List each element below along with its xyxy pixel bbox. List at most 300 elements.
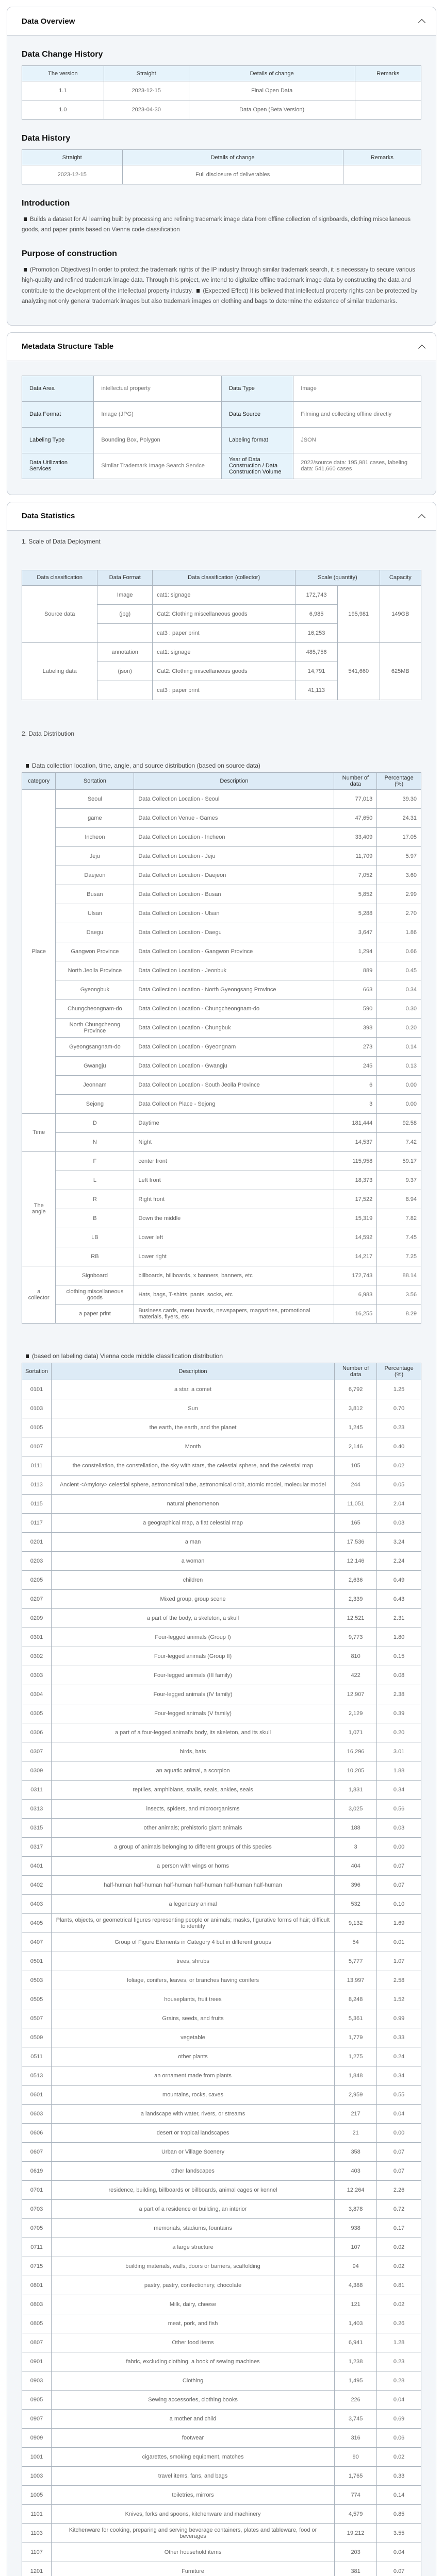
table-cell: 1.88 <box>377 1761 421 1780</box>
table-cell: 14,592 <box>334 1228 377 1247</box>
table-cell: 0103 <box>22 1399 52 1418</box>
table-cell: 7.82 <box>377 1209 421 1228</box>
table-row <box>22 1094 421 1113</box>
table-cell: 10,205 <box>335 1761 377 1780</box>
table-cell: 0513 <box>22 2066 52 2085</box>
table-cell: 0715 <box>22 2257 52 2276</box>
table-row <box>22 1190 421 1209</box>
category: a collector <box>22 1266 56 1323</box>
table-cell <box>343 165 421 184</box>
table-cell: 88.14 <box>377 1266 421 1285</box>
table-cell: 2023-04-30 <box>104 100 189 120</box>
table-cell: 3,878 <box>335 2199 377 2218</box>
table-cell: 0.55 <box>377 2085 421 2104</box>
data-format: Image <box>97 585 153 604</box>
table-cell: 2,146 <box>335 1437 377 1456</box>
data-overview-header[interactable] <box>7 7 436 36</box>
table-cell: 0.00 <box>377 2123 421 2142</box>
table-cell: 3,025 <box>335 1799 377 1818</box>
column-header: category <box>22 772 56 789</box>
table-cell: L <box>56 1171 134 1190</box>
table-cell: 0.34 <box>377 2066 421 2085</box>
table-cell: 1,765 <box>335 2466 377 2485</box>
table-cell: cigarettes, smoking equipment, matches <box>52 2447 335 2466</box>
table-row <box>22 100 421 120</box>
table-row <box>22 2238 421 2257</box>
table-cell: 1.1 <box>22 81 104 100</box>
table-row <box>22 1132 421 1151</box>
table-cell: clothing miscellaneous goods <box>56 1285 134 1304</box>
table-cell: 12,264 <box>335 2180 377 2199</box>
table-cell: 1.86 <box>377 923 421 942</box>
table-cell: 0705 <box>22 2218 52 2238</box>
table-cell: 0.07 <box>377 2142 421 2161</box>
introduction-text: Builds a dataset for AI learning built by processing and refining trademark image data from offline collection of signboards, clothing miscellaneous goods, and paper prints based on Vienna code classification <box>22 216 411 233</box>
table-cell: 938 <box>335 2218 377 2238</box>
table-cell: 4,579 <box>335 2504 377 2523</box>
table-cell: 1,403 <box>335 2314 377 2333</box>
table-cell: 0601 <box>22 2085 52 2104</box>
table-cell: B <box>56 1209 134 1228</box>
metadata-value: JSON <box>293 427 421 453</box>
table-cell: Busan <box>56 885 134 904</box>
table-row <box>22 1837 421 1856</box>
table-cell: 3.55 <box>377 2523 421 2543</box>
table-cell: 889 <box>334 961 377 980</box>
quantity: 6,985 <box>296 604 338 623</box>
table-cell: 1003 <box>22 2466 52 2485</box>
change-history-table <box>22 65 421 120</box>
table-cell: Lower right <box>134 1247 334 1266</box>
data-format <box>97 681 153 700</box>
table-row <box>22 2180 421 2199</box>
table-cell: Grains, seeds, and fruits <box>52 2009 335 2028</box>
table-cell: 0.23 <box>377 2352 421 2371</box>
metadata-panel <box>7 332 436 495</box>
table-cell: 3.01 <box>377 1742 421 1761</box>
table-row <box>22 1704 421 1723</box>
table-cell: 2.24 <box>377 1551 421 1570</box>
table-cell: F <box>56 1151 134 1171</box>
table-cell: 532 <box>335 1894 377 1913</box>
table-cell: 0509 <box>22 2028 52 2047</box>
table-row <box>22 808 421 827</box>
table-cell: 0.40 <box>377 1437 421 1456</box>
table-cell: 810 <box>335 1647 377 1666</box>
table-cell: Sewing accessories, clothing books <box>52 2390 335 2409</box>
table-cell: 0.26 <box>377 2314 421 2333</box>
table-cell: 0.14 <box>377 1037 421 1056</box>
table-cell: Data Collection Place - Sejong <box>134 1094 334 1113</box>
table-cell: 0.05 <box>377 1475 421 1494</box>
table-cell: 0101 <box>22 1380 52 1399</box>
table-cell: R <box>56 1190 134 1209</box>
metadata-header[interactable] <box>7 333 436 361</box>
table-cell: 0.45 <box>377 961 421 980</box>
table-row <box>22 2218 421 2238</box>
quantity: 16,253 <box>296 623 338 642</box>
table-cell: 121 <box>335 2295 377 2314</box>
column-header: Sortation <box>22 1363 52 1380</box>
table-cell: 0201 <box>22 1532 52 1551</box>
table-cell: 5.97 <box>377 846 421 866</box>
table-row <box>22 2009 421 2028</box>
table-cell: 2.38 <box>377 1685 421 1704</box>
table-cell: Mixed group, group scene <box>52 1589 335 1608</box>
table-row <box>22 2390 421 2409</box>
table-row <box>22 2142 421 2161</box>
table-cell: 0115 <box>22 1494 52 1513</box>
table-cell: 0315 <box>22 1818 52 1837</box>
table-cell: Data Collection Location - South Jeolla Province <box>134 1075 334 1094</box>
table-cell: 7.25 <box>377 1247 421 1266</box>
data-statistics-panel <box>7 502 436 2576</box>
table-row <box>22 2562 421 2576</box>
table-cell: 0.03 <box>377 1513 421 1532</box>
metadata-value: Bounding Box, Polygon <box>94 427 222 453</box>
bullet-icon <box>26 1354 29 1358</box>
quantity: 172,743 <box>296 585 338 604</box>
table-cell: 92.58 <box>377 1113 421 1132</box>
table-cell: 0.02 <box>377 2257 421 2276</box>
column-header: Scale (quantity) <box>296 570 380 585</box>
table-cell: 2.26 <box>377 2180 421 2199</box>
table-cell: 396 <box>335 1875 377 1894</box>
table-row <box>22 789 421 808</box>
table-cell: footwear <box>52 2428 335 2447</box>
table-cell: 5,361 <box>335 2009 377 2028</box>
table-cell: a man <box>52 1532 335 1551</box>
table-row <box>22 2047 421 2066</box>
table-cell: 0.56 <box>377 1799 421 1818</box>
table-cell: 15,319 <box>334 1209 377 1228</box>
metadata-key: Data Utilization Services <box>22 453 94 479</box>
quantity: 485,756 <box>296 642 338 662</box>
bullet-icon <box>196 289 200 293</box>
column-header: Description <box>134 772 334 789</box>
table-cell: 0203 <box>22 1551 52 1570</box>
column-header: Percentage (%) <box>377 772 421 789</box>
data-format: (json) <box>97 662 153 681</box>
table-cell: 54 <box>335 1933 377 1952</box>
table-row <box>22 866 421 885</box>
quantity: 41,113 <box>296 681 338 700</box>
capacity: 149GB <box>380 585 421 642</box>
data-statistics-header[interactable] <box>7 502 436 531</box>
column-header: Percentage (%) <box>377 1363 421 1380</box>
table-cell: a legendary animal <box>52 1894 335 1913</box>
table-cell: 0.72 <box>377 2199 421 2218</box>
table-cell: 2.31 <box>377 1608 421 1628</box>
bullet-icon <box>24 268 27 272</box>
table-cell: 5,852 <box>334 885 377 904</box>
table-cell: 17.05 <box>377 827 421 846</box>
table-cell: 0.99 <box>377 2009 421 2028</box>
table-row <box>22 1018 421 1037</box>
table-cell: 0.85 <box>377 2504 421 2523</box>
table-cell: 0402 <box>22 1875 52 1894</box>
table-cell: 422 <box>335 1666 377 1685</box>
vienna-table <box>22 1363 421 2576</box>
table-cell: center front <box>134 1151 334 1171</box>
table-cell: Night <box>134 1132 334 1151</box>
table-row <box>22 1171 421 1190</box>
table-cell: 165 <box>335 1513 377 1532</box>
table-cell: Data Collection Location - Ulsan <box>134 904 334 923</box>
panel-title: Data Overview <box>22 16 75 26</box>
table-row <box>22 1437 421 1456</box>
table-row <box>22 1037 421 1056</box>
table-row <box>22 1875 421 1894</box>
table-row <box>22 165 421 184</box>
table-cell: Data Collection Location - North Gyeongsang Province <box>134 980 334 999</box>
table-row <box>22 1151 421 1171</box>
table-cell: 0407 <box>22 1933 52 1952</box>
table-cell: 3,812 <box>335 1399 377 1418</box>
table-row <box>22 2466 421 2485</box>
table-cell: 2,129 <box>335 1704 377 1723</box>
table-cell: Data Collection Location - Gwangju <box>134 1056 334 1075</box>
table-cell: 0.70 <box>377 1399 421 1418</box>
table-cell: 0801 <box>22 2276 52 2295</box>
table-cell: 1,779 <box>335 2028 377 2047</box>
table-cell: 0507 <box>22 2009 52 2028</box>
table-cell: Other food items <box>52 2333 335 2352</box>
collector-class: Cat2: Clothing miscellaneous goods <box>153 604 296 623</box>
table-cell: 0.02 <box>377 1456 421 1475</box>
table-cell: 1.52 <box>377 1990 421 2009</box>
table-cell: 0.34 <box>377 1780 421 1799</box>
chevron-up-icon[interactable] <box>418 18 425 25</box>
table-cell: Data Collection Location - Busan <box>134 885 334 904</box>
table-row <box>22 2352 421 2371</box>
table-cell: 0.43 <box>377 1589 421 1608</box>
table-cell: 0607 <box>22 2142 52 2161</box>
table-cell <box>355 81 421 100</box>
table-cell: North Jeolla Province <box>56 961 134 980</box>
table-cell: 3.60 <box>377 866 421 885</box>
table-cell: a part of a four-legged animal's body, its skeleton, and its skull <box>52 1723 335 1742</box>
table-cell: 0303 <box>22 1666 52 1685</box>
table-row <box>22 2199 421 2218</box>
table-cell: Group of Figure Elements in Category 4 but in different groups <box>52 1933 335 1952</box>
table-cell: 0302 <box>22 1647 52 1666</box>
table-row <box>22 1551 421 1570</box>
table-row <box>22 1494 421 1513</box>
table-row <box>22 1418 421 1437</box>
table-cell: Gyeongsangnam-do <box>56 1037 134 1056</box>
table-cell: 0405 <box>22 1913 52 1933</box>
table-cell: Data Collection Location - Gangwon Province <box>134 942 334 961</box>
table-cell: 226 <box>335 2390 377 2409</box>
table-cell: 0511 <box>22 2047 52 2066</box>
table-cell: 9,773 <box>335 1628 377 1647</box>
table-row <box>22 1399 421 1418</box>
table-cell: 663 <box>334 980 377 999</box>
table-row <box>22 846 421 866</box>
metadata-row <box>22 427 421 453</box>
table-cell: insects, spiders, and microorganisms <box>52 1799 335 1818</box>
table-row <box>22 1247 421 1266</box>
table-cell: Data Open (Beta Version) <box>189 100 355 120</box>
table-cell: 2023-12-15 <box>22 165 123 184</box>
table-cell: 0.13 <box>377 1056 421 1075</box>
metadata-key: Labeling Type <box>22 427 94 453</box>
table-cell: 0703 <box>22 2199 52 2218</box>
table-cell: 33,409 <box>334 827 377 846</box>
table-cell: 0.07 <box>377 1875 421 1894</box>
table-cell: 14,537 <box>334 1132 377 1151</box>
table-cell: children <box>52 1570 335 1589</box>
table-cell: 0.33 <box>377 2028 421 2047</box>
table-cell: 7,052 <box>334 866 377 885</box>
metadata-value: 2022/source data: 195,981 cases, labeling data: 541,660 cases <box>293 453 421 479</box>
table-row <box>22 2276 421 2295</box>
table-cell: 0.39 <box>377 1704 421 1723</box>
table-cell: 0.81 <box>377 2276 421 2295</box>
table-row <box>22 1228 421 1247</box>
table-cell: 0.07 <box>377 2161 421 2180</box>
table-cell: 0.23 <box>377 1418 421 1437</box>
chevron-up-icon[interactable] <box>418 343 425 350</box>
table-cell: 1103 <box>22 2523 52 2543</box>
table-cell: 0317 <box>22 1837 52 1856</box>
table-cell: 0.07 <box>377 2562 421 2576</box>
table-cell: billboards, billboards, x banners, banners, etc <box>134 1266 334 1285</box>
table-cell: 1,071 <box>335 1723 377 1742</box>
table-cell: Full disclosure of deliverables <box>122 165 343 184</box>
table-cell: 5,288 <box>334 904 377 923</box>
table-cell: Left front <box>134 1171 334 1190</box>
table-row <box>22 2447 421 2466</box>
table-cell: 16,255 <box>334 1304 377 1323</box>
table-cell: Data Collection Location - Jeonbuk <box>134 961 334 980</box>
table-cell: 217 <box>335 2104 377 2123</box>
table-cell: 0.20 <box>377 1018 421 1037</box>
section-title-change-history: Data Change History <box>22 50 103 59</box>
table-cell: 1001 <box>22 2447 52 2466</box>
table-cell: 0.30 <box>377 999 421 1018</box>
table-cell: 3,647 <box>334 923 377 942</box>
table-row <box>22 1608 421 1628</box>
table-cell: other plants <box>52 2047 335 2066</box>
table-cell: 0501 <box>22 1952 52 1971</box>
capacity: 625MB <box>380 642 421 700</box>
table-cell: building materials, walls, doors or barriers, scaffolding <box>52 2257 335 2276</box>
table-cell: 3.24 <box>377 1532 421 1551</box>
collector-class: cat3 : paper print <box>153 681 296 700</box>
collector-class: cat1: signage <box>153 642 296 662</box>
table-cell: Plants, objects, or geometrical figures representing people or animals; masks, figurative forms of hair; difficult to identify <box>52 1913 335 1933</box>
table-cell: 3 <box>334 1094 377 1113</box>
table-cell: Furniture <box>52 2562 335 2576</box>
table-cell: D <box>56 1113 134 1132</box>
chevron-up-icon[interactable] <box>418 513 425 520</box>
table-cell: 0.02 <box>377 2295 421 2314</box>
section-title-introduction: Introduction <box>22 199 70 208</box>
table-row <box>22 1209 421 1228</box>
table-cell: 0711 <box>22 2238 52 2257</box>
table-row <box>22 1475 421 1494</box>
table-cell: Jeonnam <box>56 1075 134 1094</box>
data-history-table <box>22 149 421 184</box>
table-cell: 0.01 <box>377 1933 421 1952</box>
table-cell: a person with wings or horns <box>52 1856 335 1875</box>
table-cell: a geographical map, a flat celestial map <box>52 1513 335 1532</box>
table-cell: Knives, forks and spoons, kitchenware and machinery <box>52 2504 335 2523</box>
table-cell: meat, pork, and fish <box>52 2314 335 2333</box>
table-cell: 0.17 <box>377 2218 421 2238</box>
table-cell: 0.06 <box>377 2428 421 2447</box>
table-cell: 0.00 <box>377 1837 421 1856</box>
table-row <box>22 1723 421 1742</box>
table-row <box>22 1856 421 1875</box>
data-overview-panel <box>7 7 436 326</box>
table-cell: 3 <box>335 1837 377 1856</box>
table-row <box>22 2523 421 2543</box>
data-classification: Labeling data <box>22 642 97 700</box>
table-cell: Data Collection Location - Chungcheongnam-do <box>134 999 334 1018</box>
table-cell: 18,373 <box>334 1171 377 1190</box>
panel-title: Data Statistics <box>22 512 75 521</box>
table-row <box>22 1685 421 1704</box>
table-cell: 0111 <box>22 1456 52 1475</box>
table-row <box>22 1913 421 1933</box>
table-cell: 1.69 <box>377 1913 421 1933</box>
table-cell: 5,777 <box>335 1952 377 1971</box>
collector-class: cat1: signage <box>153 585 296 604</box>
table-row <box>22 1666 421 1685</box>
table-cell: a paper print <box>56 1304 134 1323</box>
table-cell: 19,212 <box>335 2523 377 2543</box>
metadata-key: Labeling format <box>221 427 293 453</box>
table-cell: 0701 <box>22 2180 52 2199</box>
table-cell: 0.34 <box>377 980 421 999</box>
table-cell: desert or tropical landscapes <box>52 2123 335 2142</box>
table-cell: 0313 <box>22 1799 52 1818</box>
table-cell: 0304 <box>22 1685 52 1704</box>
table-row <box>22 2104 421 2123</box>
table-cell: 47,650 <box>334 808 377 827</box>
table-cell: RB <box>56 1247 134 1266</box>
table-cell: 245 <box>334 1056 377 1075</box>
table-row <box>22 1304 421 1323</box>
distribution-caption: Data collection location, time, angle, and source distribution (based on source data) <box>24 762 421 769</box>
table-row <box>22 980 421 999</box>
purpose-text: (Promotion Objectives) In order to protect the trademark rights of the IP industry through similar trademark search, it is necessary to secure various high-quality and refined trademark image data. Through this project, we intend to digitalize offline trademark image data by constructing the data and contribute to the development of the intellectual property industry. (Expected Effect) It is believed that intellectual property rights can be protected by analyzing not only general trademark images but also trademark images on clothing and bags to determine the existence of similar trademarks. <box>22 267 418 304</box>
table-cell: Jeju <box>56 846 134 866</box>
table-cell: an aquatic animal, a scorpion <box>52 1761 335 1780</box>
distribution-table <box>22 772 421 1324</box>
table-row <box>22 1570 421 1589</box>
table-row <box>22 2504 421 2523</box>
table-cell: 0503 <box>22 1971 52 1990</box>
table-cell: birds, bats <box>52 1742 335 1761</box>
table-cell: 181,444 <box>334 1113 377 1132</box>
table-cell: 0307 <box>22 1742 52 1761</box>
table-cell: 16,296 <box>335 1742 377 1761</box>
table-row <box>22 2333 421 2352</box>
table-cell: 115,958 <box>334 1151 377 1171</box>
table-cell: Data Collection Location - Jeju <box>134 846 334 866</box>
table-cell: trees, shrubs <box>52 1952 335 1971</box>
table-cell: 1,238 <box>335 2352 377 2371</box>
table-cell: Incheon <box>56 827 134 846</box>
bullet-icon <box>26 764 29 768</box>
table-cell: Daytime <box>134 1113 334 1132</box>
table-row <box>22 1971 421 1990</box>
table-cell: Four-legged animals (Group I) <box>52 1628 335 1647</box>
